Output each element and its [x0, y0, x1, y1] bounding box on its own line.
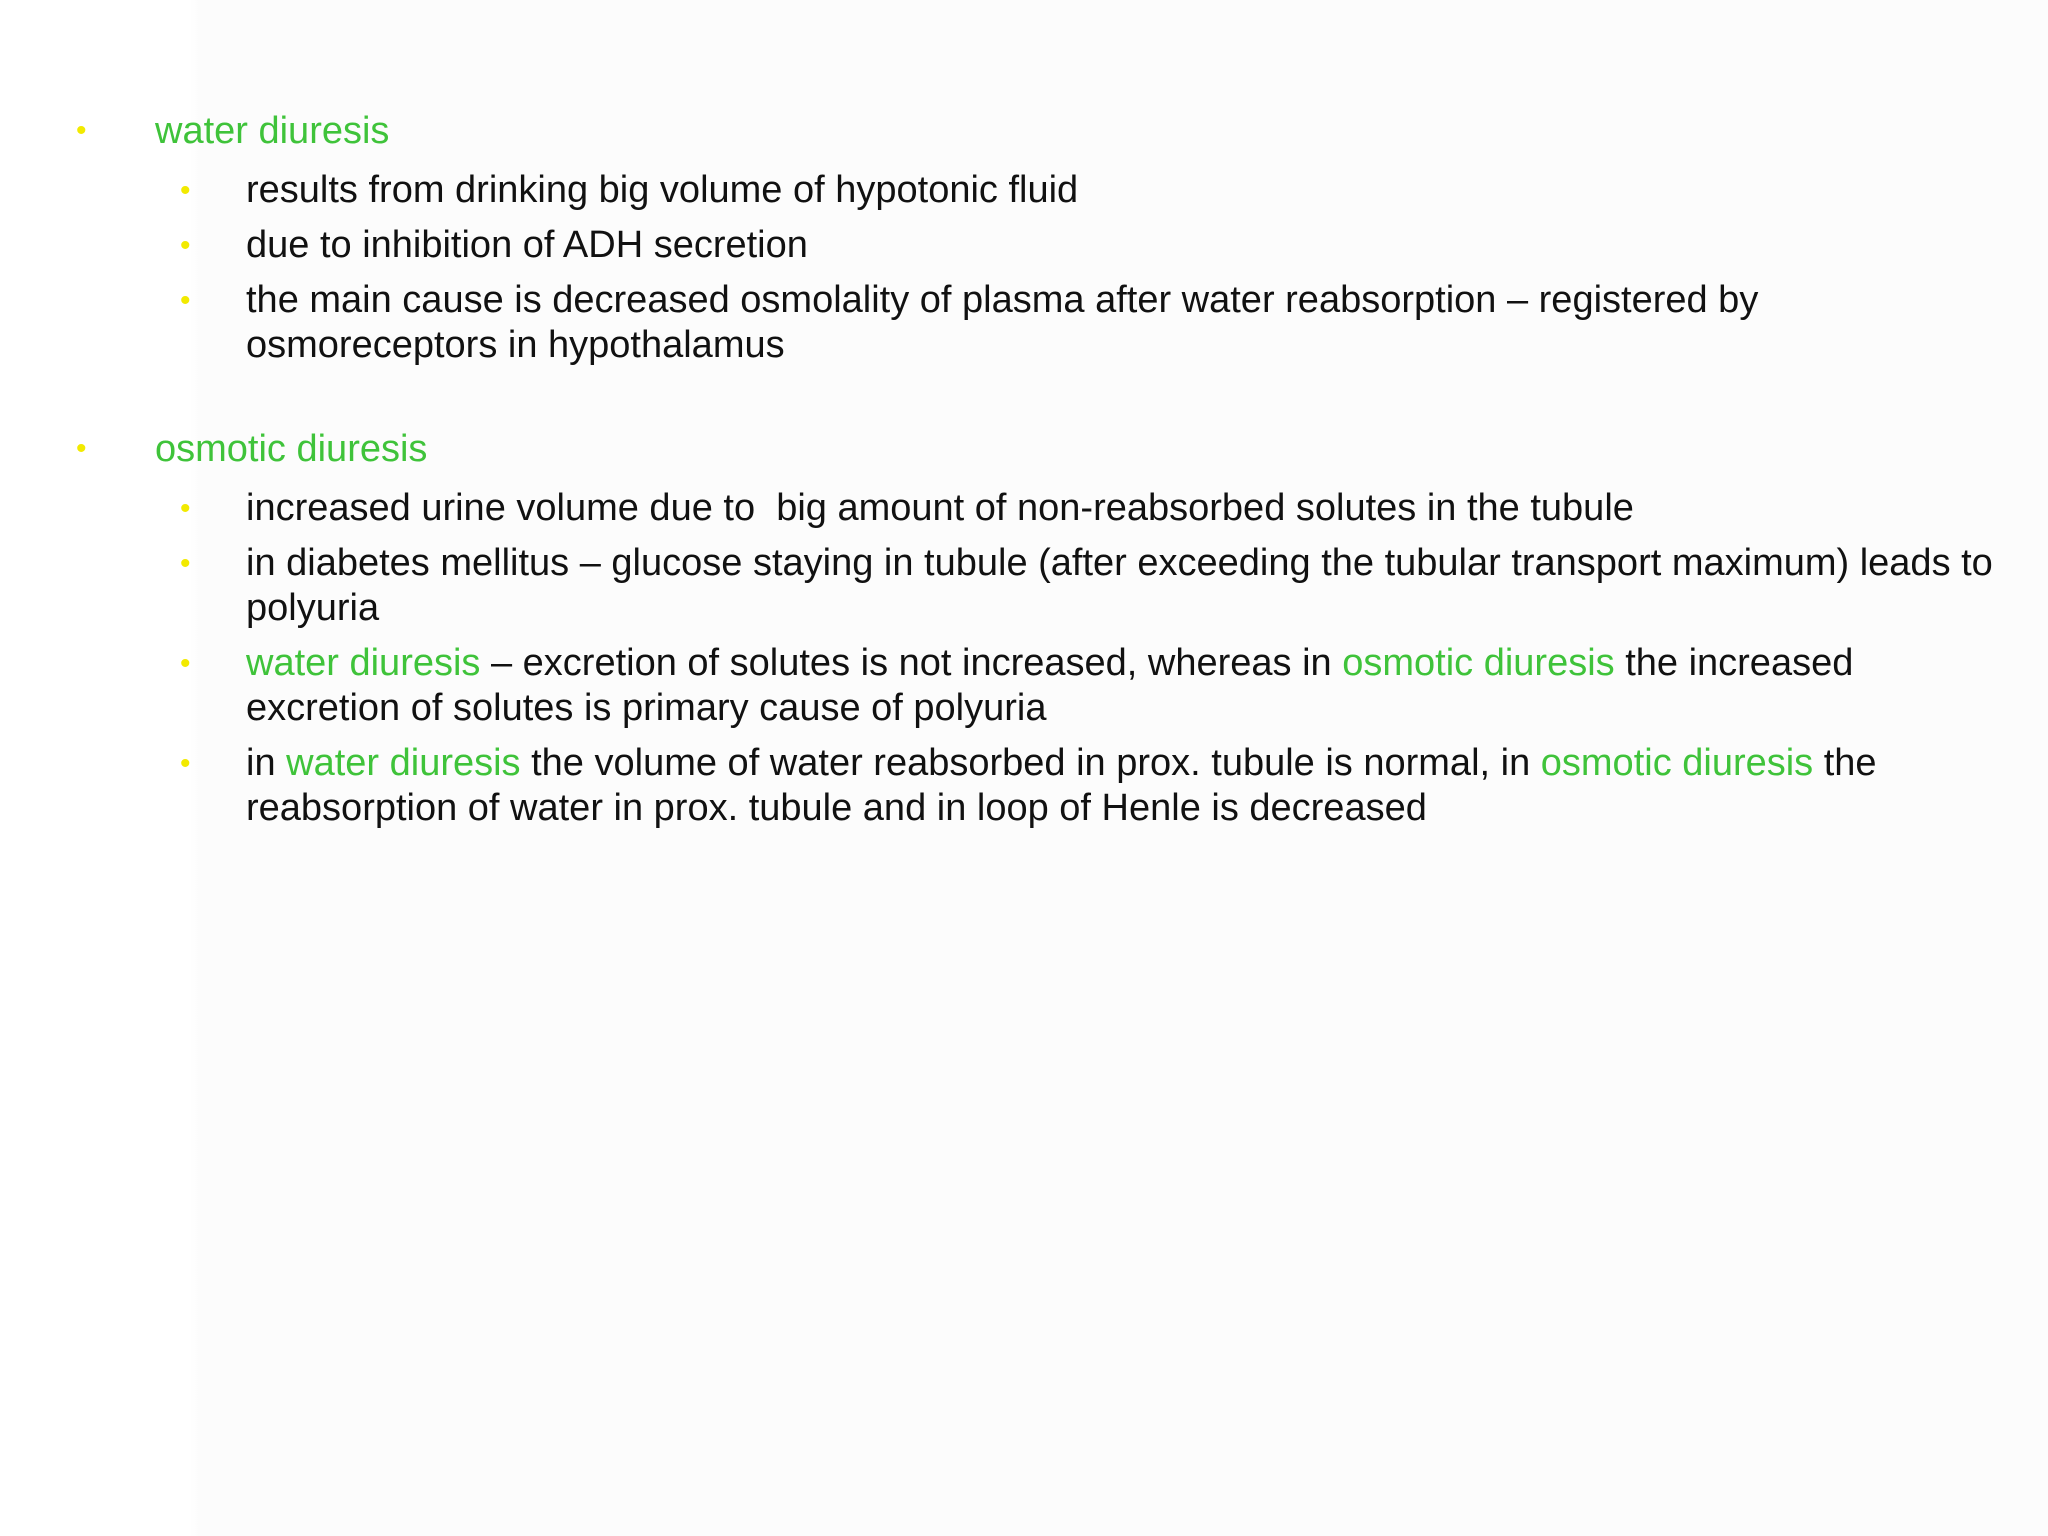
item-text: results from drinking big volume of hypotonic fluid — [246, 169, 1079, 211]
list-item — [0, 168, 2048, 213]
item-text: the main cause is decreased osmolality of plasma after water reabsorption – registered by osmoreceptors in hypothalamus — [246, 279, 1759, 366]
bullet-icon: • — [180, 492, 191, 525]
bullet-icon: • — [180, 547, 191, 580]
list-item — [0, 278, 2048, 368]
bullet-icon: • — [180, 229, 191, 262]
item-text: the increased excretion of solutes is primary cause of polyuria — [246, 642, 1854, 729]
list-item — [0, 741, 2048, 831]
bullet-icon: • — [180, 647, 191, 680]
bullet-icon: • — [76, 432, 87, 465]
highlight-water-diuresis: water diuresis — [286, 742, 521, 784]
item-text: increased urine volume due to big amount of non-reabsorbed solutes in the tubule — [246, 487, 1634, 529]
heading-osmotic-diuresis — [0, 422, 2048, 476]
heading-water-diuresis — [0, 104, 2048, 158]
list-item — [0, 541, 2048, 631]
section-osmotic-diuresis — [0, 422, 2048, 831]
list-item — [0, 486, 2048, 531]
heading-text: osmotic diuresis — [155, 428, 428, 470]
highlight-water-diuresis: water diuresis — [246, 642, 481, 684]
bullet-icon: • — [180, 284, 191, 317]
highlight-osmotic-diuresis: osmotic diuresis — [1342, 642, 1615, 684]
bullet-icon: • — [180, 747, 191, 780]
list-item — [0, 223, 2048, 268]
item-text: – excretion of solutes is not increased, whereas in — [480, 642, 1343, 684]
section-water-diuresis — [0, 104, 2048, 368]
bullet-icon: • — [180, 174, 191, 207]
item-text: due to inhibition of ADH secretion — [246, 224, 808, 266]
item-text: the reabsorption of water in prox. tubule and in loop of Henle is decreased — [246, 742, 1877, 829]
heading-text: water diuresis — [155, 110, 390, 152]
item-text: the volume of water reabsorbed in prox. tubule is normal, in — [520, 742, 1541, 784]
bullet-icon: • — [76, 114, 87, 147]
highlight-osmotic-diuresis: osmotic diuresis — [1540, 742, 1814, 784]
item-text: in diabetes mellitus – glucose staying in tubule (after exceeding the tubular transport maximum) leads to polyuria — [246, 542, 1993, 629]
list-item — [0, 641, 2048, 731]
item-text: in — [246, 742, 287, 784]
